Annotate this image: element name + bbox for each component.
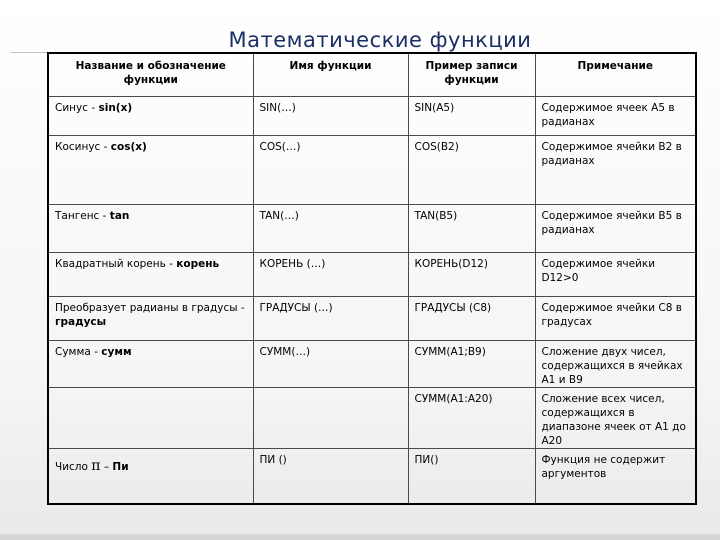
cell-function: КОРЕНЬ (…) <box>253 253 408 297</box>
table-row <box>48 388 696 449</box>
name-bold: cos(x) <box>110 141 147 153</box>
pi-symbol: π <box>91 458 101 474</box>
cell-example: COS(B2) <box>408 136 535 205</box>
table-row <box>48 341 696 388</box>
cell-name <box>48 449 253 505</box>
header-note: Примечание <box>535 53 696 97</box>
name-bold: tan <box>109 210 130 222</box>
table-row <box>48 449 696 505</box>
cell-example: SIN(A5) <box>408 97 535 136</box>
cell-note: Сложение всех чисел, содержащихся в диапазоне ячеек от А1 до А20 <box>535 388 696 449</box>
cell-function: TAN(…) <box>253 205 408 253</box>
cell-note: Сложение двух чисел, содержащихся в ячейках А1 и В9 <box>535 341 696 388</box>
cell-note: Содержимое ячейки D12>0 <box>535 253 696 297</box>
cell-name <box>48 205 253 253</box>
name-bold: корень <box>176 258 220 270</box>
name-text: Число <box>55 461 92 473</box>
cell-example: КОРЕНЬ(D12) <box>408 253 535 297</box>
name-text: Косинус - <box>55 141 111 153</box>
functions-table <box>47 52 697 505</box>
cell-note: Содержимое ячеек А5 в радианах <box>535 97 696 136</box>
cell-note: Содержимое ячейки С8 в градусах <box>535 297 696 341</box>
cell-name <box>48 97 253 136</box>
cell-function <box>253 388 408 449</box>
cell-function: СУММ(…) <box>253 341 408 388</box>
name-text: Тангенс - <box>55 210 110 222</box>
cell-example: ПИ() <box>408 449 535 505</box>
cell-note: Функция не содержит аргументов <box>535 449 696 505</box>
slide-title: Математические функции <box>228 28 532 52</box>
cell-example: ГРАДУСЫ (С8) <box>408 297 535 341</box>
cell-note: Содержимое ячейки В2 в радианах <box>535 136 696 205</box>
cell-name <box>48 388 253 449</box>
cell-name <box>48 253 253 297</box>
name-bold: Пи <box>112 461 129 473</box>
header-example: Пример записи функции <box>408 53 535 97</box>
name-bold: сумм <box>101 346 132 358</box>
table-row <box>48 205 696 253</box>
name-text: Квадратный корень - <box>55 258 177 270</box>
name-bold: градусы <box>55 316 107 328</box>
name-text: Синус - <box>55 102 99 114</box>
cell-note: Содержимое ячейки В5 в радианах <box>535 205 696 253</box>
name-dash: – <box>100 461 113 473</box>
bottom-bar <box>0 534 720 540</box>
name-bold: sin(x) <box>98 102 133 114</box>
cell-name <box>48 136 253 205</box>
cell-name <box>48 341 253 388</box>
cell-function: COS(…) <box>253 136 408 205</box>
table-header-row <box>48 53 696 97</box>
table-row <box>48 253 696 297</box>
name-text: Преобразует радианы в градусы - <box>55 302 245 314</box>
cell-example: СУММ(А1;В9) <box>408 341 535 388</box>
cell-function: ГРАДУСЫ (…) <box>253 297 408 341</box>
cell-function: SIN(…) <box>253 97 408 136</box>
cell-example: TAN(B5) <box>408 205 535 253</box>
header-function: Имя функции <box>253 53 408 97</box>
header-name: Название и обозначение функции <box>48 53 253 97</box>
table-row <box>48 97 696 136</box>
table-row <box>48 297 696 341</box>
cell-function: ПИ () <box>253 449 408 505</box>
table-row <box>48 136 696 205</box>
decorative-line <box>10 52 50 53</box>
name-text: Сумма - <box>55 346 102 358</box>
cell-name <box>48 297 253 341</box>
cell-example: СУММ(А1:А20) <box>408 388 535 449</box>
